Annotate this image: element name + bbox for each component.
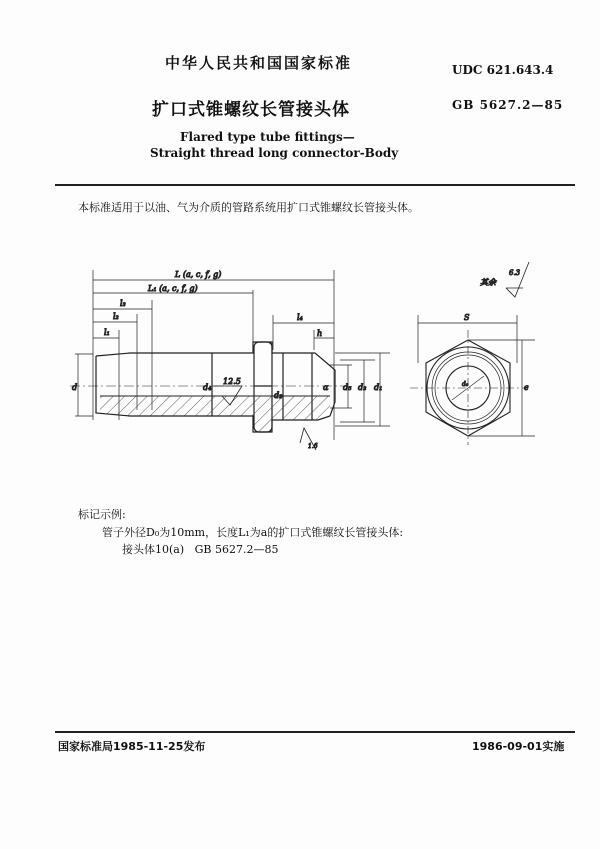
- label-h: h: [317, 329, 323, 338]
- end-view: [410, 315, 535, 445]
- label-rest: 其余: [480, 278, 496, 287]
- label-alpha: α: [323, 383, 329, 392]
- title-cn: 扩口式锥螺纹长管接头体: [152, 100, 350, 120]
- label-ra-1-6: 1.6: [308, 443, 318, 450]
- label-ra-12-5: 12.5: [223, 377, 241, 386]
- scope-text: 本标准适用于以油、气为介质的管路系统用扩口式锥螺纹长管接头体。: [78, 201, 419, 214]
- label-rest-ra: 6.3: [509, 269, 521, 277]
- label-S: S: [464, 313, 470, 322]
- label-d0: d₀: [462, 381, 469, 388]
- label-l1: l₁: [104, 328, 110, 337]
- issued-date: 国家标准局1985-11-25发布: [58, 740, 206, 753]
- label-l4: l₄: [297, 313, 303, 322]
- label-d3: d₃: [358, 383, 367, 392]
- example-line-2: 接头体10(a) GB 5627.2—85: [122, 543, 279, 556]
- label-d2: d₂: [274, 391, 283, 400]
- example-line-1: 管子外径D₀为10mm，长度L₁为a的扩口式锥螺纹长管接头体:: [102, 526, 404, 539]
- label-l3: l₃: [120, 299, 126, 308]
- label-l2: l₂: [113, 312, 119, 321]
- footer-rule: [55, 731, 575, 733]
- label-e: e: [524, 383, 529, 392]
- example-heading: 标记示例:: [78, 508, 126, 521]
- label-d: d: [72, 383, 78, 392]
- label-d5: d₅: [343, 383, 352, 392]
- title-en-1: Flared type tube fittings—: [180, 130, 355, 144]
- udc-code: UDC 621.643.4: [452, 63, 554, 77]
- label-d4: d₄: [203, 383, 212, 392]
- label-L: L (a, c, f, g): [175, 270, 222, 279]
- effective-date: 1986-09-01实施: [472, 740, 565, 753]
- roughness-symbol-rest: [506, 262, 529, 297]
- section-hatching: [100, 396, 330, 432]
- label-d1: d₁: [374, 383, 383, 392]
- issuing-org: 中华人民共和国国家标准: [165, 54, 353, 72]
- label-L1: L₁ (a, c, f, g): [148, 284, 198, 293]
- title-en-2: Straight thread long connector-Body: [150, 146, 399, 160]
- standard-number: GB 5627.2—85: [452, 98, 564, 112]
